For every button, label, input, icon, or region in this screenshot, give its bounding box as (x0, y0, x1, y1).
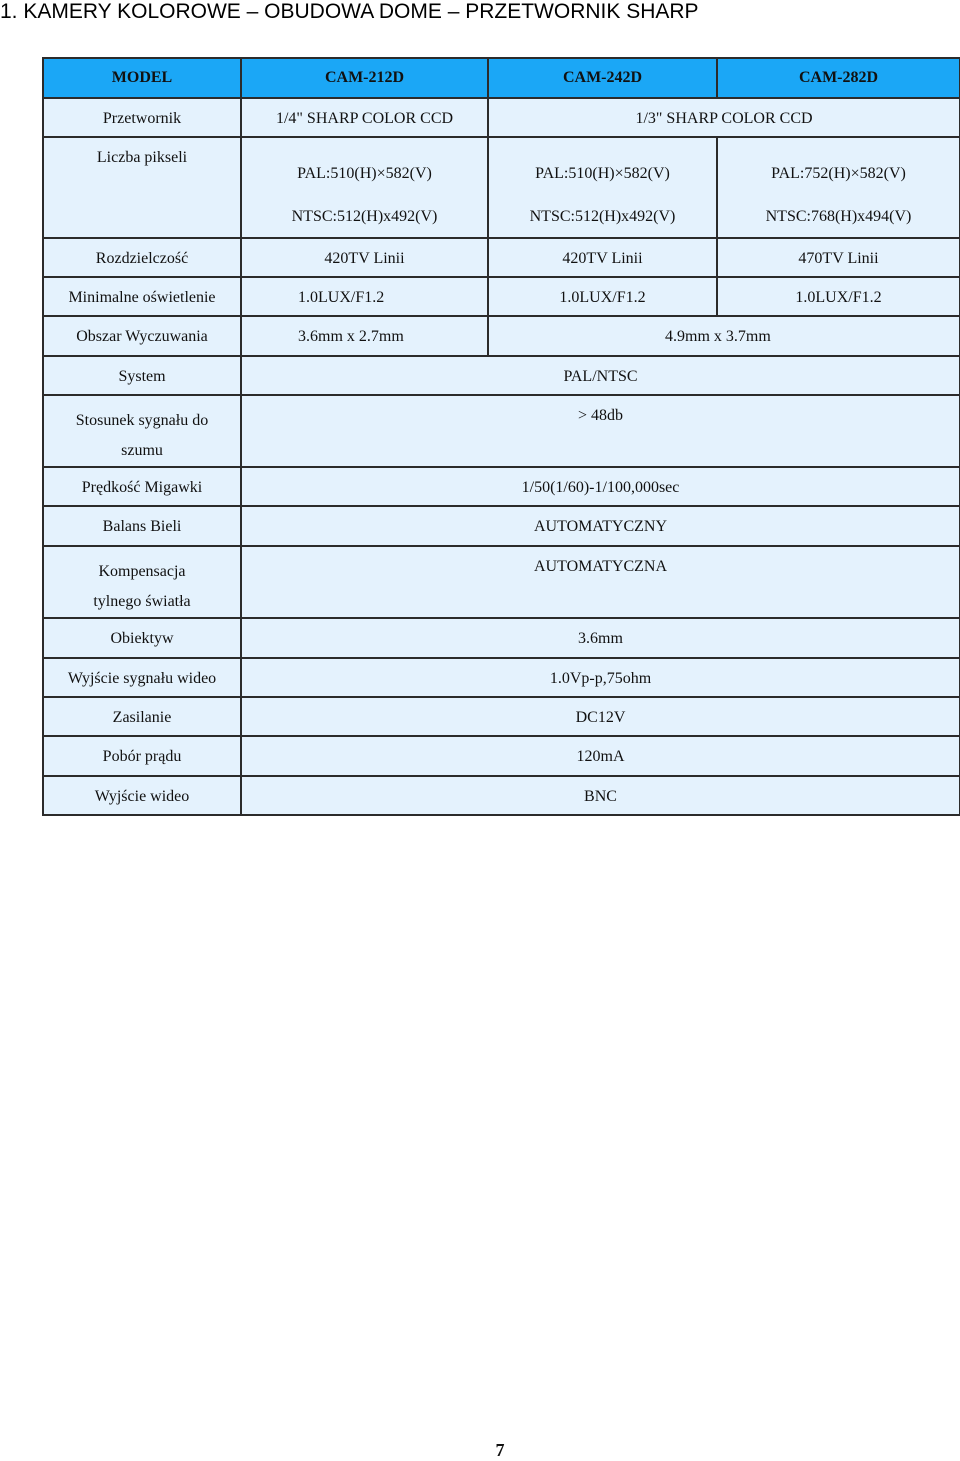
row-label: Przetwornik (43, 98, 241, 137)
row-obszar-wyczuwania (43, 316, 960, 356)
cell-value: PAL:510(H)×582(V) NTSC:512(H)x492(V) (241, 137, 488, 238)
row-label: Prędkość Migawki (43, 467, 241, 506)
row-predkosc-migawki (43, 467, 960, 506)
cell-value: 1.0Vp-p,75ohm (241, 658, 960, 697)
row-przetwornik (43, 98, 960, 137)
cell-value: 3.6mm x 2.7mm (241, 316, 488, 356)
cell-value: 1.0LUX/F1.2 (488, 277, 717, 316)
row-wyjscie-sygnalu (43, 658, 960, 697)
cell-value: PAL:752(H)×582(V) NTSC:768(H)x494(V) (717, 137, 960, 238)
cell-value: 1/3" SHARP COLOR CCD (488, 98, 960, 137)
page-number: 7 (495, 1440, 505, 1460)
cell-value: 1.0LUX/F1.2 (717, 277, 960, 316)
row-stosunek-sygnalu (43, 395, 960, 467)
row-wyjscie-wideo (43, 776, 960, 815)
cell-value: > 48db (241, 395, 960, 467)
cell-value: 1.0LUX/F1.2 (241, 277, 488, 316)
header-model-2: CAM-242D (488, 58, 717, 98)
cell-value: 420TV Linii (241, 238, 488, 277)
row-balans-bieli (43, 506, 960, 546)
row-label: Rozdzielczość (43, 238, 241, 277)
cell-value: 1/50(1/60)-1/100,000sec (241, 467, 960, 506)
cell-value: 3.6mm (241, 618, 960, 658)
page-heading: 1. KAMERY KOLOROWE – OBUDOWA DOME – PRZETWORNIK SHARP (0, 0, 699, 23)
row-label: Wyjście sygnału wideo (43, 658, 241, 697)
row-label: Kompensacja tylnego światła (43, 546, 241, 618)
cell-value: AUTOMATYCZNY (241, 506, 960, 546)
header-model-1: CAM-212D (241, 58, 488, 98)
row-system (43, 356, 960, 395)
row-label: Obszar Wyczuwania (43, 316, 241, 356)
row-obiektyw (43, 618, 960, 658)
cell-value: 420TV Linii (488, 238, 717, 277)
header-row (43, 58, 960, 98)
cell-value: BNC (241, 776, 960, 815)
row-label: Pobór prądu (43, 736, 241, 776)
row-label: Stosunek sygnału do szumu (43, 395, 241, 467)
row-label: Balans Bieli (43, 506, 241, 546)
row-label: Obiektyw (43, 618, 241, 658)
cell-value: 4.9mm x 3.7mm (488, 316, 960, 356)
cell-value: 120mA (241, 736, 960, 776)
cell-value: 1/4" SHARP COLOR CCD (241, 98, 488, 137)
row-label: System (43, 356, 241, 395)
row-label: Liczba pikseli (43, 137, 241, 238)
header-model-label: MODEL (43, 58, 241, 98)
row-label: Wyjście wideo (43, 776, 241, 815)
row-liczba-pikseli (43, 137, 960, 238)
spec-table (42, 57, 960, 816)
row-pobor-pradu (43, 736, 960, 776)
row-kompensacja (43, 546, 960, 618)
cell-value: DC12V (241, 697, 960, 736)
row-label: Minimalne oświetlenie (43, 277, 241, 316)
row-zasilanie (43, 697, 960, 736)
cell-value: PAL/NTSC (241, 356, 960, 395)
cell-value: 470TV Linii (717, 238, 960, 277)
row-label: Zasilanie (43, 697, 241, 736)
cell-value: AUTOMATYCZNA (241, 546, 960, 618)
row-rozdzielczosc (43, 238, 960, 277)
header-model-3: CAM-282D (717, 58, 960, 98)
row-minimalne-oswietlenie (43, 277, 960, 316)
cell-value: PAL:510(H)×582(V) NTSC:512(H)x492(V) (488, 137, 717, 238)
